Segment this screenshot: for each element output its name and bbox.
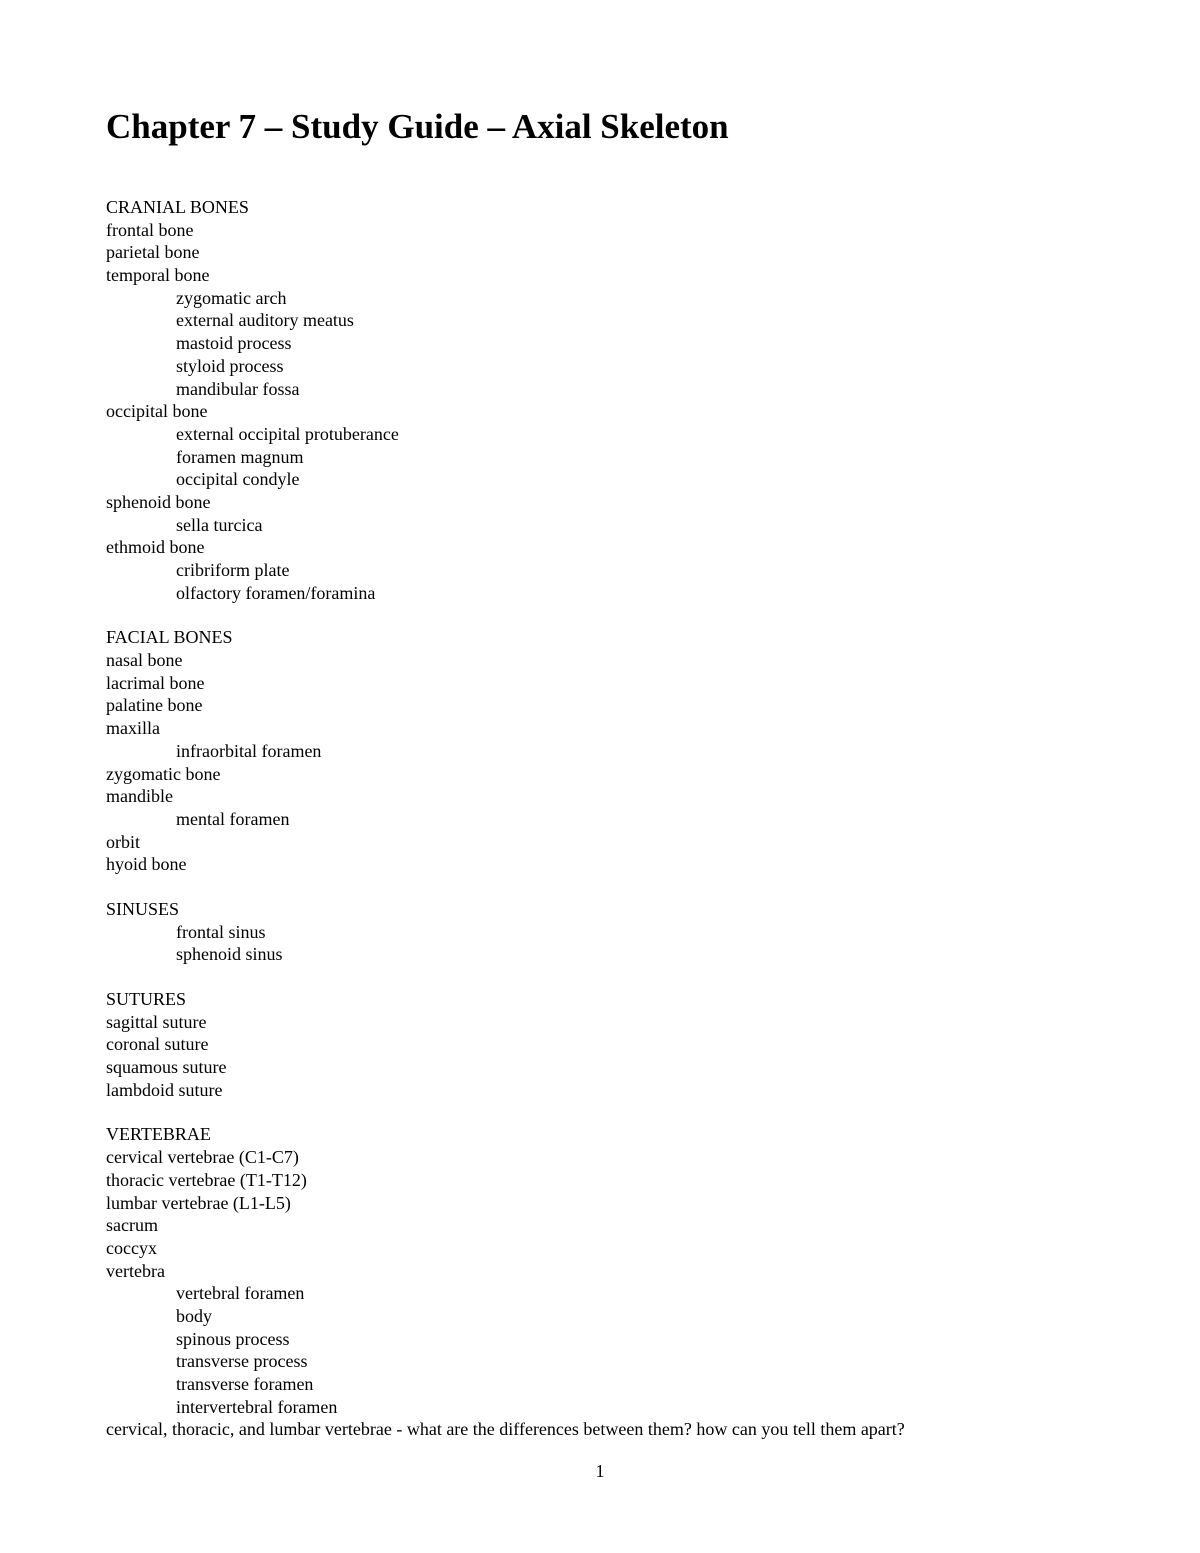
list-item: sphenoid bone	[106, 491, 211, 512]
list-item: lumbar vertebrae (L1-L5)	[106, 1192, 291, 1213]
list-item: orbit	[106, 831, 140, 852]
sub-list-item: occipital condyle	[176, 469, 300, 490]
list-item: lambdoid suture	[106, 1079, 223, 1100]
list-item: zygomatic bone	[106, 763, 221, 784]
list-item: coronal suture	[106, 1034, 209, 1055]
list-item: ethmoid bone	[106, 537, 205, 558]
sub-list-item: mastoid process	[176, 333, 292, 354]
sub-list-item: olfactory foramen/foramina	[176, 582, 376, 603]
list-item: mandible	[106, 786, 173, 807]
list-item: temporal bone	[106, 265, 210, 286]
sub-list-item: external occipital protuberance	[176, 423, 399, 444]
sub-list-item: body	[176, 1305, 212, 1326]
sub-list-item: transverse process	[176, 1351, 308, 1372]
list-item: squamous suture	[106, 1057, 227, 1078]
section-heading: CRANIAL BONES	[106, 197, 249, 217]
sub-list-item: cribriform plate	[176, 560, 290, 580]
sub-list-item: transverse foramen	[176, 1374, 314, 1394]
list-item: vertebra	[106, 1260, 165, 1281]
section-heading: FACIAL BONES	[106, 627, 233, 648]
sub-list-item: external auditory meatus	[176, 310, 354, 331]
list-item: lacrimal bone	[106, 672, 205, 693]
page-title: Chapter 7 – Study Guide – Axial Skeleton	[106, 107, 729, 146]
list-item: sagittal suture	[106, 1011, 207, 1032]
sub-list-item: frontal sinus	[176, 921, 266, 942]
page-number: 1	[595, 1461, 605, 1481]
list-item: cervical vertebrae (C1-C7)	[106, 1147, 299, 1168]
section-sutures	[106, 988, 1106, 1101]
list-item: hyoid bone	[106, 854, 187, 875]
sub-list-item: sella turcica	[176, 514, 263, 535]
section-vertebrae	[106, 1123, 1106, 1441]
sub-list-item: zygomatic arch	[176, 287, 287, 308]
sub-list-item: infraorbital foramen	[176, 740, 322, 761]
list-item: maxilla	[106, 718, 160, 739]
section-heading: SINUSES	[106, 898, 180, 919]
sub-list-item: spinous process	[176, 1328, 290, 1349]
list-item: coccyx	[106, 1237, 157, 1258]
sub-list-item: mental foramen	[176, 808, 290, 829]
list-item: palatine bone	[106, 695, 203, 716]
list-item: occipital bone	[106, 401, 208, 422]
list-item: cervical, thoracic, and lumbar vertebrae - what are the differences between them? how can you tell them apart?	[106, 1419, 905, 1440]
sub-list-item: intervertebral foramen	[176, 1396, 338, 1417]
sub-list-item: foramen magnum	[176, 446, 304, 467]
list-item: sacrum	[106, 1215, 158, 1236]
sub-list-item: vertebral foramen	[176, 1283, 305, 1304]
sub-list-item: mandibular fossa	[176, 378, 300, 399]
section-cranial-bones	[106, 196, 1106, 604]
sub-list-item: styloid process	[176, 355, 284, 376]
list-item: parietal bone	[106, 242, 200, 263]
sub-list-item: sphenoid sinus	[176, 944, 283, 965]
list-item: frontal bone	[106, 219, 194, 240]
section-facial-bones	[106, 626, 1106, 876]
section-heading: VERTEBRAE	[106, 1124, 211, 1145]
section-sinuses	[106, 898, 1106, 966]
list-item: thoracic vertebrae (T1-T12)	[106, 1169, 307, 1190]
list-item: nasal bone	[106, 650, 183, 671]
study-guide-content	[106, 196, 1106, 1463]
section-heading: SUTURES	[106, 989, 187, 1009]
